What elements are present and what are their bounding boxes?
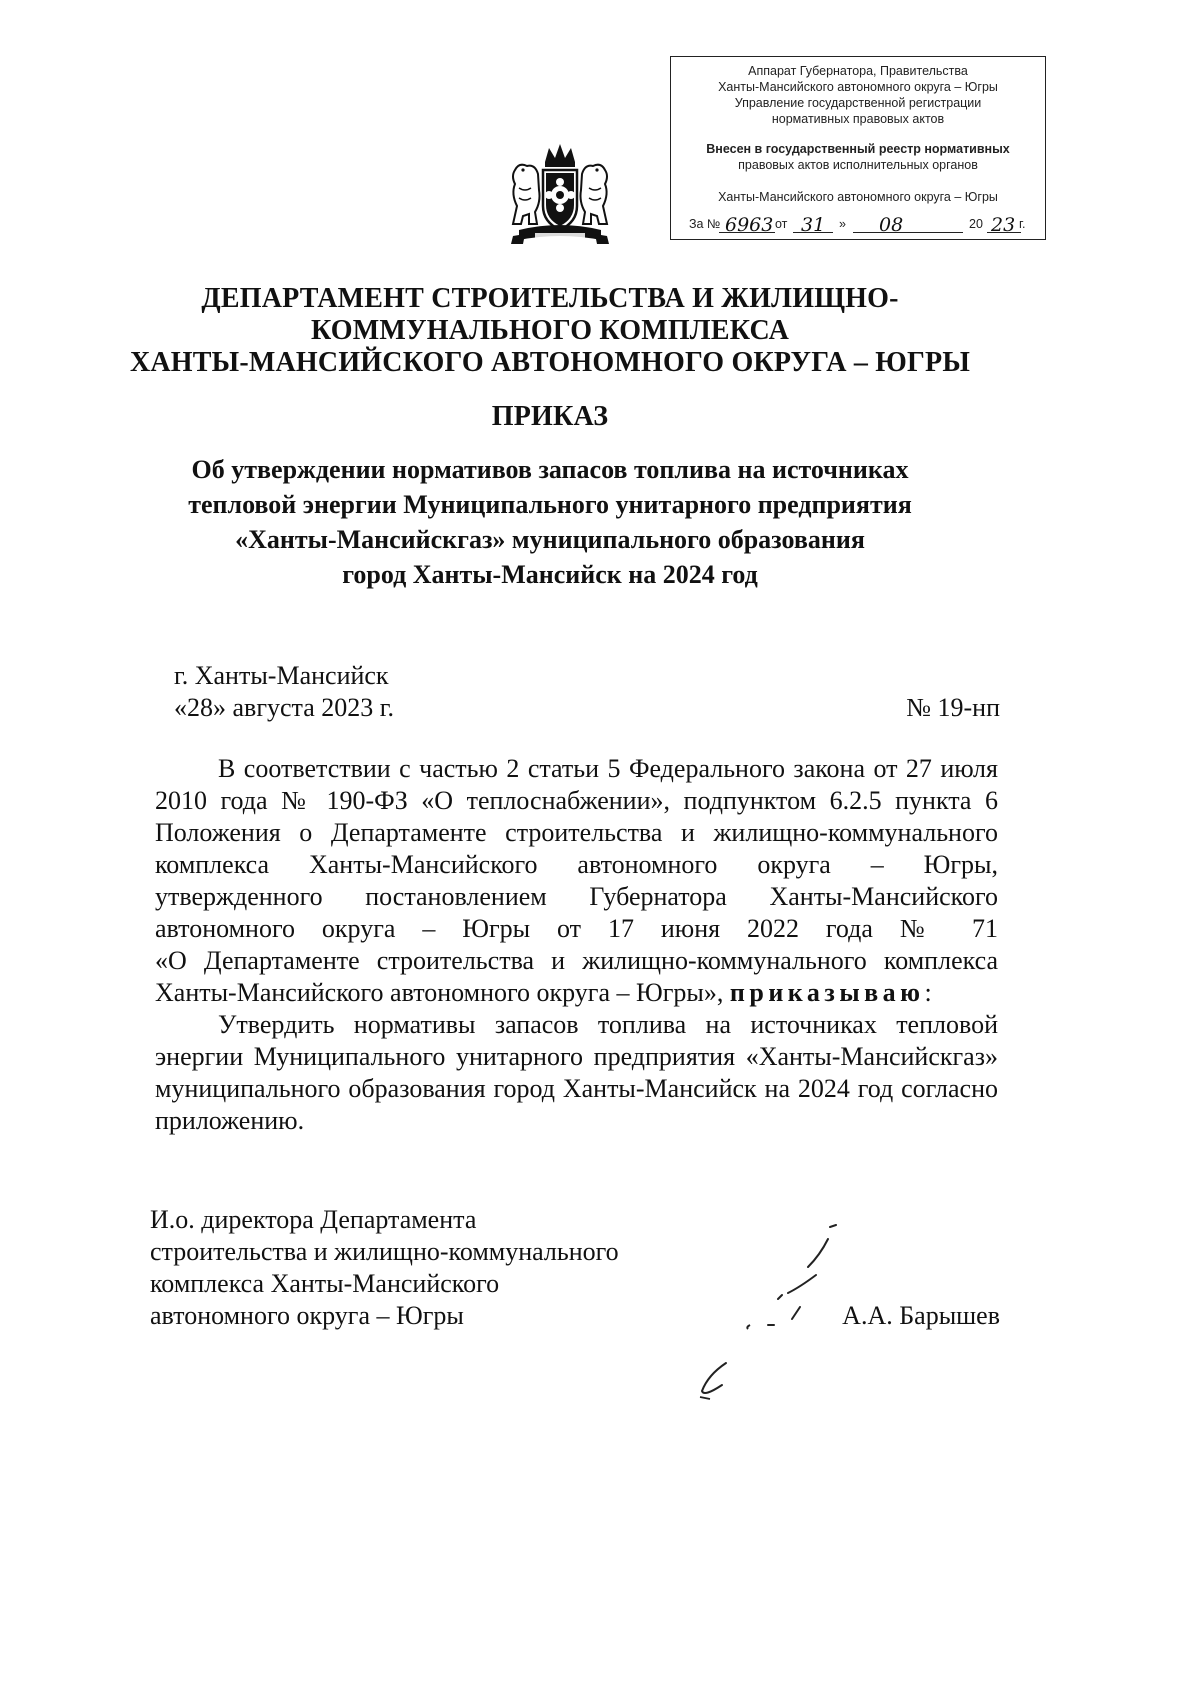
body-line: Утвердить нормативы запасов топлива на источниках тепловой — [218, 1010, 998, 1039]
signatory-name: А.А. Барышев — [842, 1301, 1000, 1330]
order-word: приказываю — [729, 978, 925, 1007]
stamp-reg-day: 31 — [801, 214, 826, 236]
stamp-line: Аппарат Губернатора, Правительства — [748, 64, 968, 78]
department-title-line: КОММУНАЛЬНОГО КОМПЛЕКСА — [310, 315, 789, 346]
stamp-underline — [853, 232, 963, 233]
body-line: комплекса Ханты-Мансийского автономного округа – Югры, — [155, 850, 998, 879]
subject-line: город Ханты-Мансийск на 2024 год — [342, 560, 758, 589]
body-line: муниципального образования город Ханты-Мансийск на 2024 год согласно — [155, 1074, 998, 1103]
stamp-reg-prefix: За № — [689, 217, 721, 231]
stamp-line: Управление государственной регистрации — [734, 96, 982, 110]
stamp-reg-year: 23 — [991, 214, 1016, 236]
stamp-line: Ханты-Мансийского автономного округа – Югры — [718, 80, 998, 94]
coat-of-arms-emblem — [505, 140, 615, 250]
signatory-title-line: автономного округа – Югры — [150, 1301, 464, 1330]
body-line: автономного округа – Югры от 17 июня 2022 года № 71 — [155, 914, 998, 943]
body-line: «О Департаменте строительства и жилищно-коммунального комплекса — [155, 946, 998, 975]
signatory-title-line: И.о. директора Департамента — [150, 1205, 477, 1234]
stamp-line: нормативных правовых актов — [771, 112, 945, 126]
department-title-line: ХАНТЫ-МАНСИЙСКОГО АВТОНОМНОГО ОКРУГА – ЮГРЫ — [129, 347, 971, 378]
body-line: Ханты-Мансийского автономного округа – Югры», приказываю: — [155, 978, 932, 1007]
stamp-reg-year-suffix: г. — [1019, 217, 1026, 231]
body-line: приложению. — [155, 1106, 305, 1135]
stamp-reg-number: 6963 — [725, 214, 774, 236]
stamp-reg-year-prefix: 20 — [969, 217, 983, 231]
stamp-registration-number — [683, 215, 1039, 235]
body-line: энергии Муниципального унитарного предприятия «Ханты-Мансийскгаз» — [155, 1042, 998, 1071]
body-line: В соответствии с частью 2 статьи 5 Федерального закона от 27 июля — [218, 754, 998, 783]
registration-stamp — [670, 56, 1046, 240]
subject-line: Об утверждении нормативов запасов топлива на источниках — [191, 455, 909, 484]
document-date: «28» августа 2023 г. — [174, 693, 394, 722]
signatory-title-line: строительства и жилищно-коммунального — [150, 1237, 619, 1266]
stamp-line: Ханты-Мансийского автономного округа – Югры — [718, 190, 998, 204]
document-number: № 19-нп — [906, 693, 1000, 722]
subject-line: «Ханты-Мансийскгаз» муниципального образования — [235, 525, 865, 554]
body-line: 2010 года № 190-ФЗ «О теплоснабжении», подпунктом 6.2.5 пункта 6 — [155, 786, 998, 815]
stamp-reg-month: 08 — [879, 214, 904, 236]
stamp-reg-quote: » — [839, 217, 846, 231]
document-place: г. Ханты-Мансийск — [174, 661, 389, 690]
subject-line: тепловой энергии Муниципального унитарного предприятия — [188, 490, 912, 519]
stamp-line: правовых актов исполнительных органов — [738, 158, 978, 172]
stamp-reg-from: от — [775, 217, 788, 231]
document-type: ПРИКАЗ — [491, 401, 609, 432]
handwritten-signature — [680, 1215, 860, 1405]
signatory-title-line: комплекса Ханты-Мансийского — [150, 1269, 500, 1298]
stamp-line: Внесен в государственный реестр нормативных — [706, 142, 1010, 156]
body-line: утвержденного постановлением Губернатора Ханты-Мансийского — [155, 882, 998, 911]
body-line: Положения о Департаменте строительства и жилищно-коммунального — [155, 818, 998, 847]
department-title-line: ДЕПАРТАМЕНТ СТРОИТЕЛЬСТВА И ЖИЛИЩНО- — [201, 283, 899, 314]
